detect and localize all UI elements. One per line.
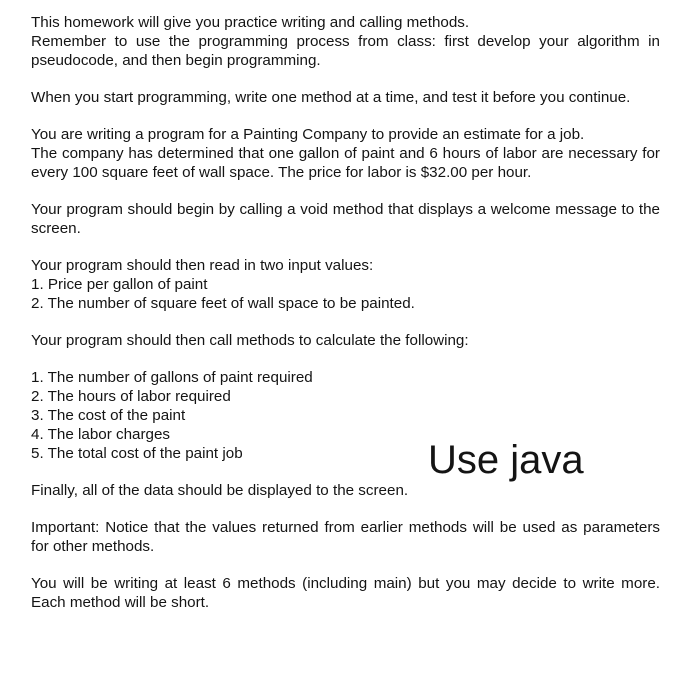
welcome-method-paragraph: Your program should begin by calling a void method that displays a welcome message to the screen. — [31, 201, 660, 237]
important-note-paragraph: Important: Notice that the values returned from earlier methods will be used as parameters for other methods. — [31, 519, 660, 555]
method-tip-paragraph: When you start programming, write one method at a time, and test it before you continue. — [31, 89, 631, 106]
intro-line-2: Remember to use the programming process from class: first develop your algorithm in pseudocode, and then begin programming. — [31, 33, 660, 69]
calculations-intro: Your program should then call methods to calculate the following: — [31, 332, 469, 349]
list-item: 4. The labor charges — [31, 426, 171, 443]
use-java-note: Use java — [428, 438, 584, 482]
problem-statement-paragraph — [31, 125, 660, 182]
list-item: 1. Price per gallon of paint — [31, 276, 208, 293]
list-item: 2. The hours of labor required — [31, 388, 231, 405]
intro-paragraph — [31, 13, 660, 70]
problem-line-1: You are writing a program for a Painting Company to provide an estimate for a job. — [31, 126, 585, 143]
inputs-list — [31, 275, 660, 313]
display-data-paragraph: Finally, all of the data should be displayed to the screen. — [31, 482, 409, 499]
problem-line-2: The company has determined that one gallon of paint and 6 hours of labor are necessary for every 100 square feet of wall space. The price for labor is $32.00 per hour. — [31, 145, 660, 181]
list-item: 2. The number of square feet of wall space to be painted. — [31, 295, 415, 312]
method-count-paragraph: You will be writing at least 6 methods (including main) but you may decide to write more. Each method will be short. — [31, 575, 660, 611]
intro-line-1: This homework will give you practice writing and calling methods. — [31, 14, 470, 31]
inputs-section — [31, 256, 660, 313]
list-item: 1. The number of gallons of paint required — [31, 369, 313, 386]
list-item: 5. The total cost of the paint job — [31, 445, 243, 462]
homework-document — [31, 13, 660, 630]
list-item: 3. The cost of the paint — [31, 407, 186, 424]
inputs-intro: Your program should then read in two input values: — [31, 257, 374, 274]
